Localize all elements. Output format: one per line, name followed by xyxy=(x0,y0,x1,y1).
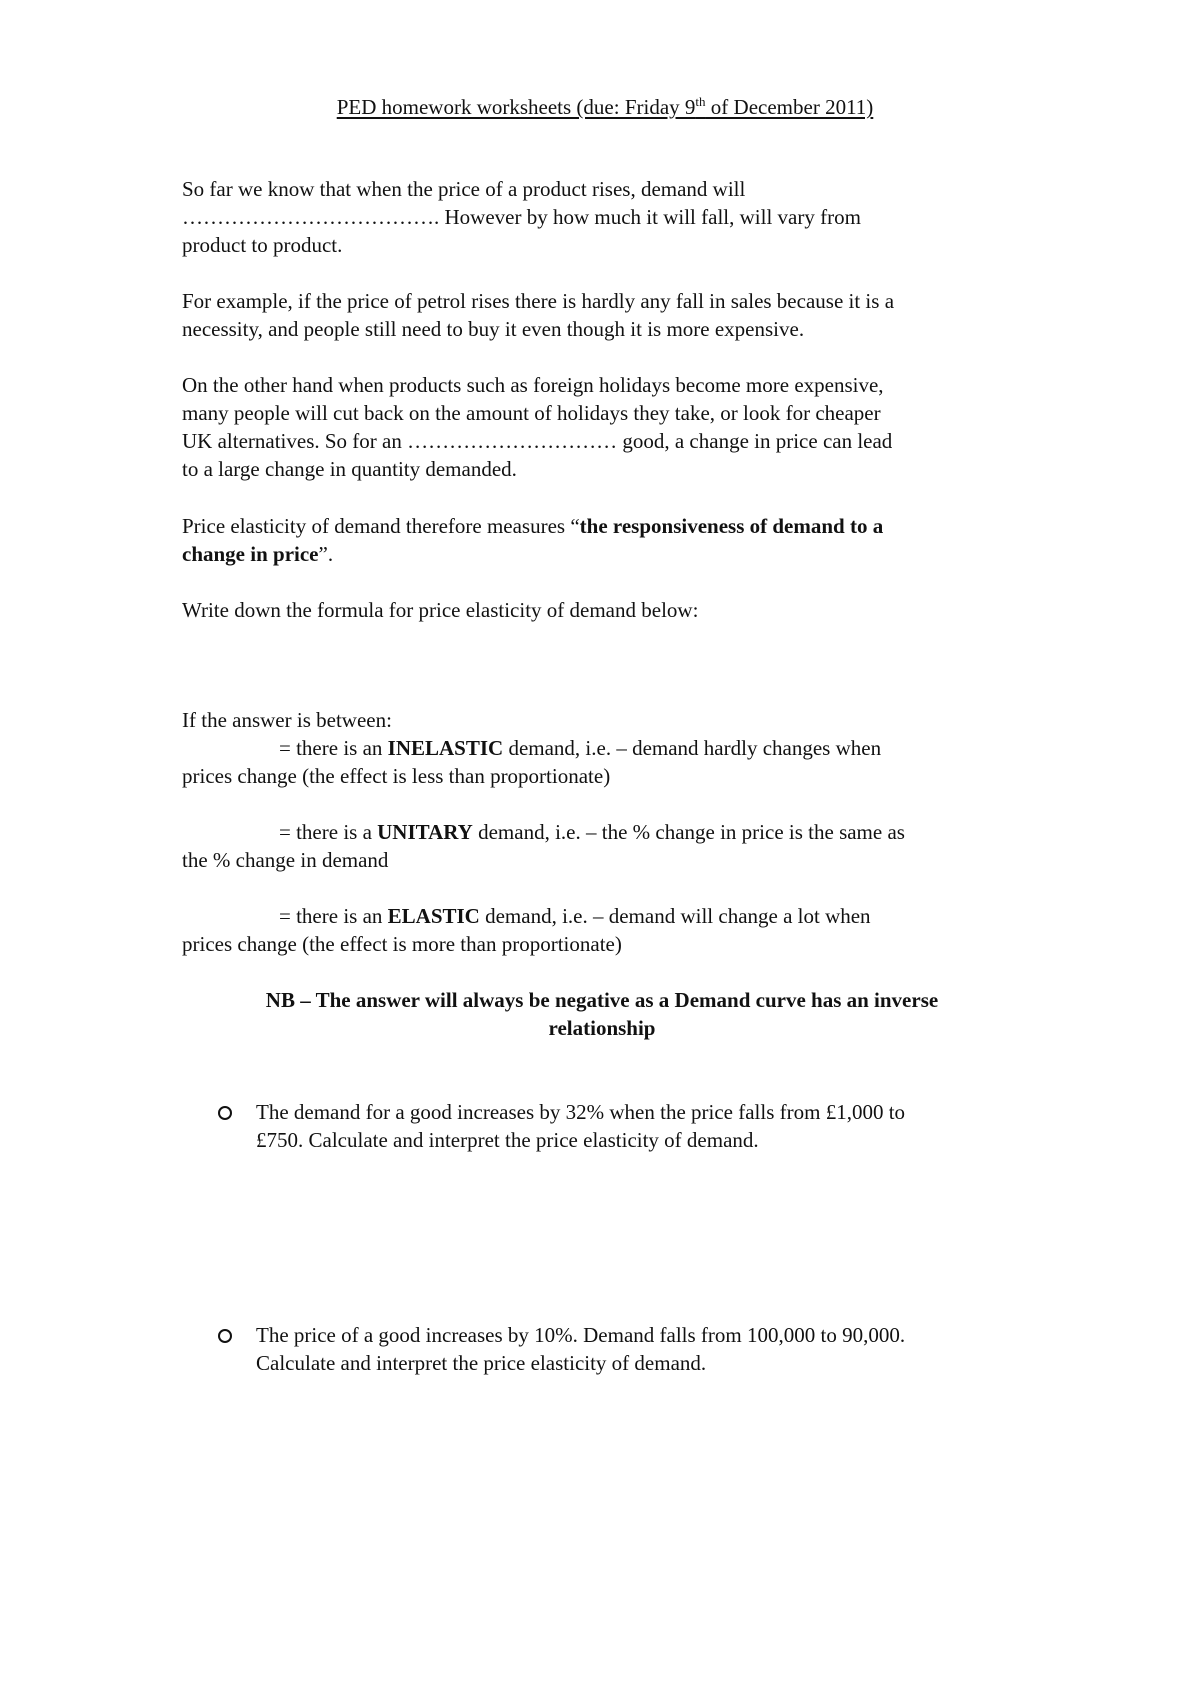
question-line: £750. Calculate and interpret the price elasticity of demand. xyxy=(256,1128,759,1152)
question-text xyxy=(218,1321,1038,1377)
other-hand-line: UK alternatives. So for an ………………………… good, a change in price can lead xyxy=(182,429,893,453)
example-paragraph xyxy=(182,287,1022,343)
title-text-end: of December 2011) xyxy=(705,95,874,119)
inelastic-post: demand, i.e. – demand hardly changes when xyxy=(503,736,882,760)
other-hand-line: to a large change in quantity demanded. xyxy=(182,457,517,481)
intro-line: ………………………………. However by how much it will fall, will vary from xyxy=(182,205,861,229)
formula-prompt xyxy=(182,596,1022,624)
between-section xyxy=(182,706,1022,790)
page-title xyxy=(0,93,1200,121)
intro-line: product to product. xyxy=(182,233,343,257)
elastic-keyword: ELASTIC xyxy=(387,904,480,928)
question-line: Calculate and interpret the price elasticity of demand. xyxy=(256,1351,707,1375)
question-2 xyxy=(218,1321,1038,1377)
definition-line xyxy=(182,512,1022,540)
elastic-line xyxy=(182,902,1022,930)
intro-paragraph xyxy=(182,175,1022,259)
inelastic-line-2: prices change (the effect is less than proportionate) xyxy=(182,764,611,788)
nb-line: relationship xyxy=(548,1016,656,1040)
question-line: The price of a good increases by 10%. Demand falls from 100,000 to 90,000. xyxy=(256,1323,906,1347)
other-hand-line: many people will cut back on the amount of holidays they take, or look for cheaper xyxy=(182,401,881,425)
circle-bullet-icon xyxy=(218,1329,232,1343)
unitary-line xyxy=(182,818,1022,846)
elastic-line-2: prices change (the effect is more than proportionate) xyxy=(182,932,622,956)
example-line: necessity, and people still need to buy it even though it is more expensive. xyxy=(182,317,805,341)
elastic-pre: = there is an xyxy=(279,904,388,928)
definition-paragraph xyxy=(182,512,1022,568)
other-hand-paragraph xyxy=(182,371,1022,483)
question-line: The demand for a good increases by 32% when the price falls from £1,000 to xyxy=(256,1100,906,1124)
unitary-section xyxy=(182,818,1022,874)
example-line: For example, if the price of petrol rises there is hardly any fall in sales because it is a xyxy=(182,289,895,313)
definition-suffix: ”. xyxy=(318,542,334,566)
definition-prefix: Price elasticity of demand therefore measures “ xyxy=(182,514,580,538)
unitary-pre: = there is a xyxy=(279,820,378,844)
inelastic-keyword: INELASTIC xyxy=(387,736,504,760)
formula-prompt-text: Write down the formula for price elasticity of demand below: xyxy=(182,598,699,622)
definition-line xyxy=(182,540,1022,568)
definition-bold: change in price xyxy=(182,542,319,566)
elastic-section xyxy=(182,902,1022,958)
elastic-post: demand, i.e. – demand will change a lot when xyxy=(479,904,871,928)
nb-note xyxy=(182,986,1022,1042)
circle-bullet-icon xyxy=(218,1106,232,1120)
unitary-post: demand, i.e. – the % change in price is the same as xyxy=(472,820,905,844)
title-superscript: th xyxy=(695,94,706,109)
other-hand-line: On the other hand when products such as foreign holidays become more expensive, xyxy=(182,373,884,397)
question-text xyxy=(218,1098,1038,1154)
intro-line: So far we know that when the price of a product rises, demand will xyxy=(182,177,746,201)
inelastic-pre: = there is an xyxy=(279,736,388,760)
unitary-keyword: UNITARY xyxy=(377,820,473,844)
unitary-line-2: the % change in demand xyxy=(182,848,389,872)
title-text: PED homework worksheets (due: Friday 9 xyxy=(336,95,696,119)
question-1 xyxy=(218,1098,1038,1154)
inelastic-line xyxy=(182,734,1022,762)
nb-line: NB – The answer will always be negative as a Demand curve has an inverse xyxy=(265,988,939,1012)
between-heading: If the answer is between: xyxy=(182,708,392,732)
definition-bold: the responsiveness of demand to a xyxy=(579,514,884,538)
